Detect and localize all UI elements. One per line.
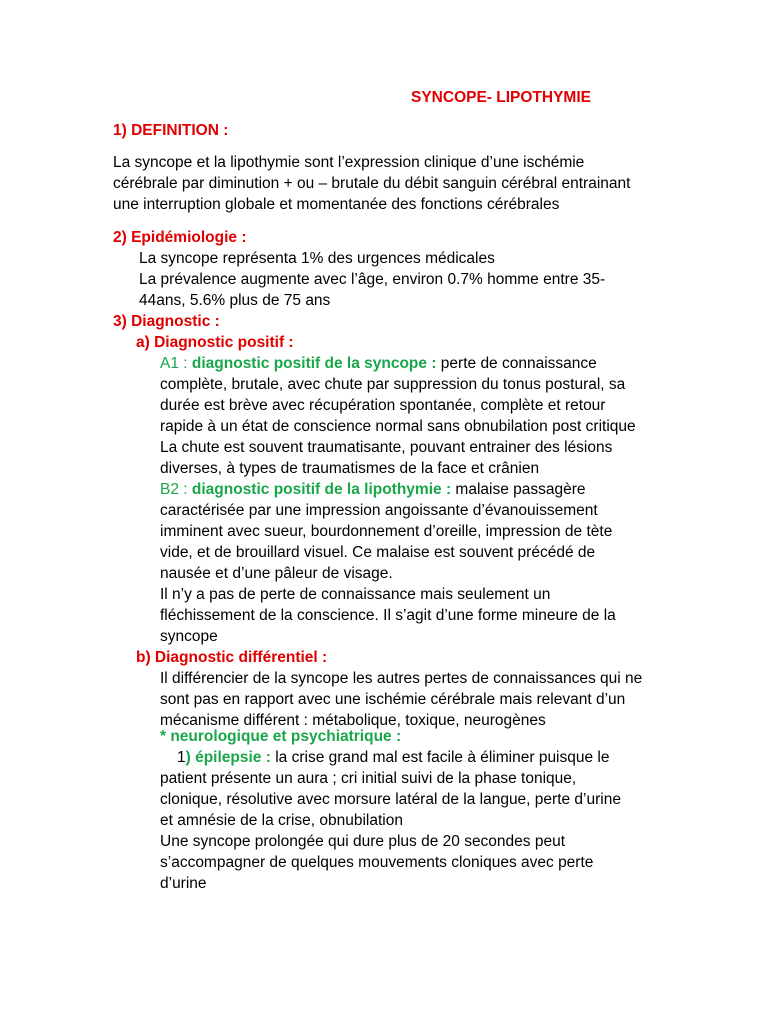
epilepsie-line: patient présente un aura ; cri initial suivi de la phase tonique, — [160, 770, 577, 787]
differentiel-line: Il différencier de la syncope les autres pertes de connaissances qui ne — [160, 670, 643, 687]
epilepsie-rest: la crise grand mal est facile à éliminer puisque le — [270, 749, 610, 766]
a1-prefix: A1 : — [160, 355, 192, 372]
diagnostic-differentiel-heading: b) Diagnostic différentiel : — [136, 649, 328, 666]
epilepsie-line: Une syncope prolongée qui dure plus de 20 secondes peut — [160, 833, 566, 850]
b2-label: diagnostic positif de la lipothymie : — [191, 481, 452, 498]
a1-line: durée est brève avec récupération spontanée, complète et retour — [160, 397, 606, 414]
epilepsie-number: 1 — [177, 749, 186, 766]
definition-line: une interruption globale et momentanée des fonctions cérébrales — [113, 196, 560, 213]
b2-line: syncope — [160, 628, 218, 645]
differentiel-line: sont pas en rapport avec une ischémie cérébrale mais relevant d’un — [160, 691, 626, 708]
epilepsie-label: ) épilepsie : — [185, 749, 271, 766]
b2-prefix: B2 : — [160, 481, 192, 498]
definition-line: cérébrale par diminution + ou – brutale du débit sanguin cérébral entrainant — [113, 175, 631, 192]
a1-rest: perte de connaissance — [436, 355, 597, 372]
a1-line: diverses, à types de traumatismes de la face et crânien — [160, 460, 540, 477]
a1-line: La chute est souvent traumatisante, pouvant entrainer des lésions — [160, 439, 613, 456]
epilepsie-line: et amnésie de la crise, obnubilation — [160, 812, 403, 829]
b2-line: imminent avec sueur, bourdonnement d’oreille, impression de tète — [160, 523, 613, 540]
epilepsie-line: d’urine — [160, 875, 207, 892]
section-definition-heading: 1) DEFINITION : — [113, 122, 229, 139]
epidemiologie-line: La syncope représenta 1% des urgences médicales — [139, 250, 495, 267]
definition-line: La syncope et la lipothymie sont l’expression clinique d’une ischémie — [113, 154, 585, 171]
epidemiologie-line: La prévalence augmente avec l’âge, environ 0.7% homme entre 35- — [139, 271, 606, 288]
b2-line: caractérisée par une impression angoissante d’évanouissement — [160, 502, 598, 519]
b2-line: fléchissement de la conscience. Il s’agit d’une forme mineure de la — [160, 607, 616, 624]
a1-line: rapide à un état de conscience normal sans obnubilation post critique — [160, 418, 636, 435]
b2-first-line — [160, 480, 586, 500]
epidemiologie-line: 44ans, 5.6% plus de 75 ans — [139, 292, 331, 309]
a1-first-line — [160, 354, 597, 374]
b2-line: Il n’y a pas de perte de connaissance mais seulement un — [160, 586, 551, 603]
differentiel-line: mécanisme différent : métabolique, toxique, neurogènes — [160, 712, 546, 729]
b2-line: nausée et d’une pâleur de visage. — [160, 565, 393, 582]
b2-line: vide, et de brouillard visuel. Ce malaise est souvent précédé de — [160, 544, 596, 561]
neuro-psy-subheading: * neurologique et psychiatrique : — [160, 728, 402, 745]
epilepsie-line: clonique, résolutive avec morsure latéral de la langue, perte d’urine — [160, 791, 621, 808]
b2-rest: malaise passagère — [451, 481, 586, 498]
page-title: SYNCOPE- LIPOTHYMIE — [411, 89, 591, 106]
diagnostic-positif-heading: a) Diagnostic positif : — [136, 334, 294, 351]
a1-line: complète, brutale, avec chute par suppression du tonus postural, sa — [160, 376, 626, 393]
a1-label: diagnostic positif de la syncope : — [191, 355, 437, 372]
section-epidemiologie-heading: 2) Epidémiologie : — [113, 229, 247, 246]
epilepsie-first-line — [177, 748, 609, 768]
epilepsie-line: s’accompagner de quelques mouvements cloniques avec perte — [160, 854, 594, 871]
section-diagnostic-heading: 3) Diagnostic : — [113, 313, 220, 330]
